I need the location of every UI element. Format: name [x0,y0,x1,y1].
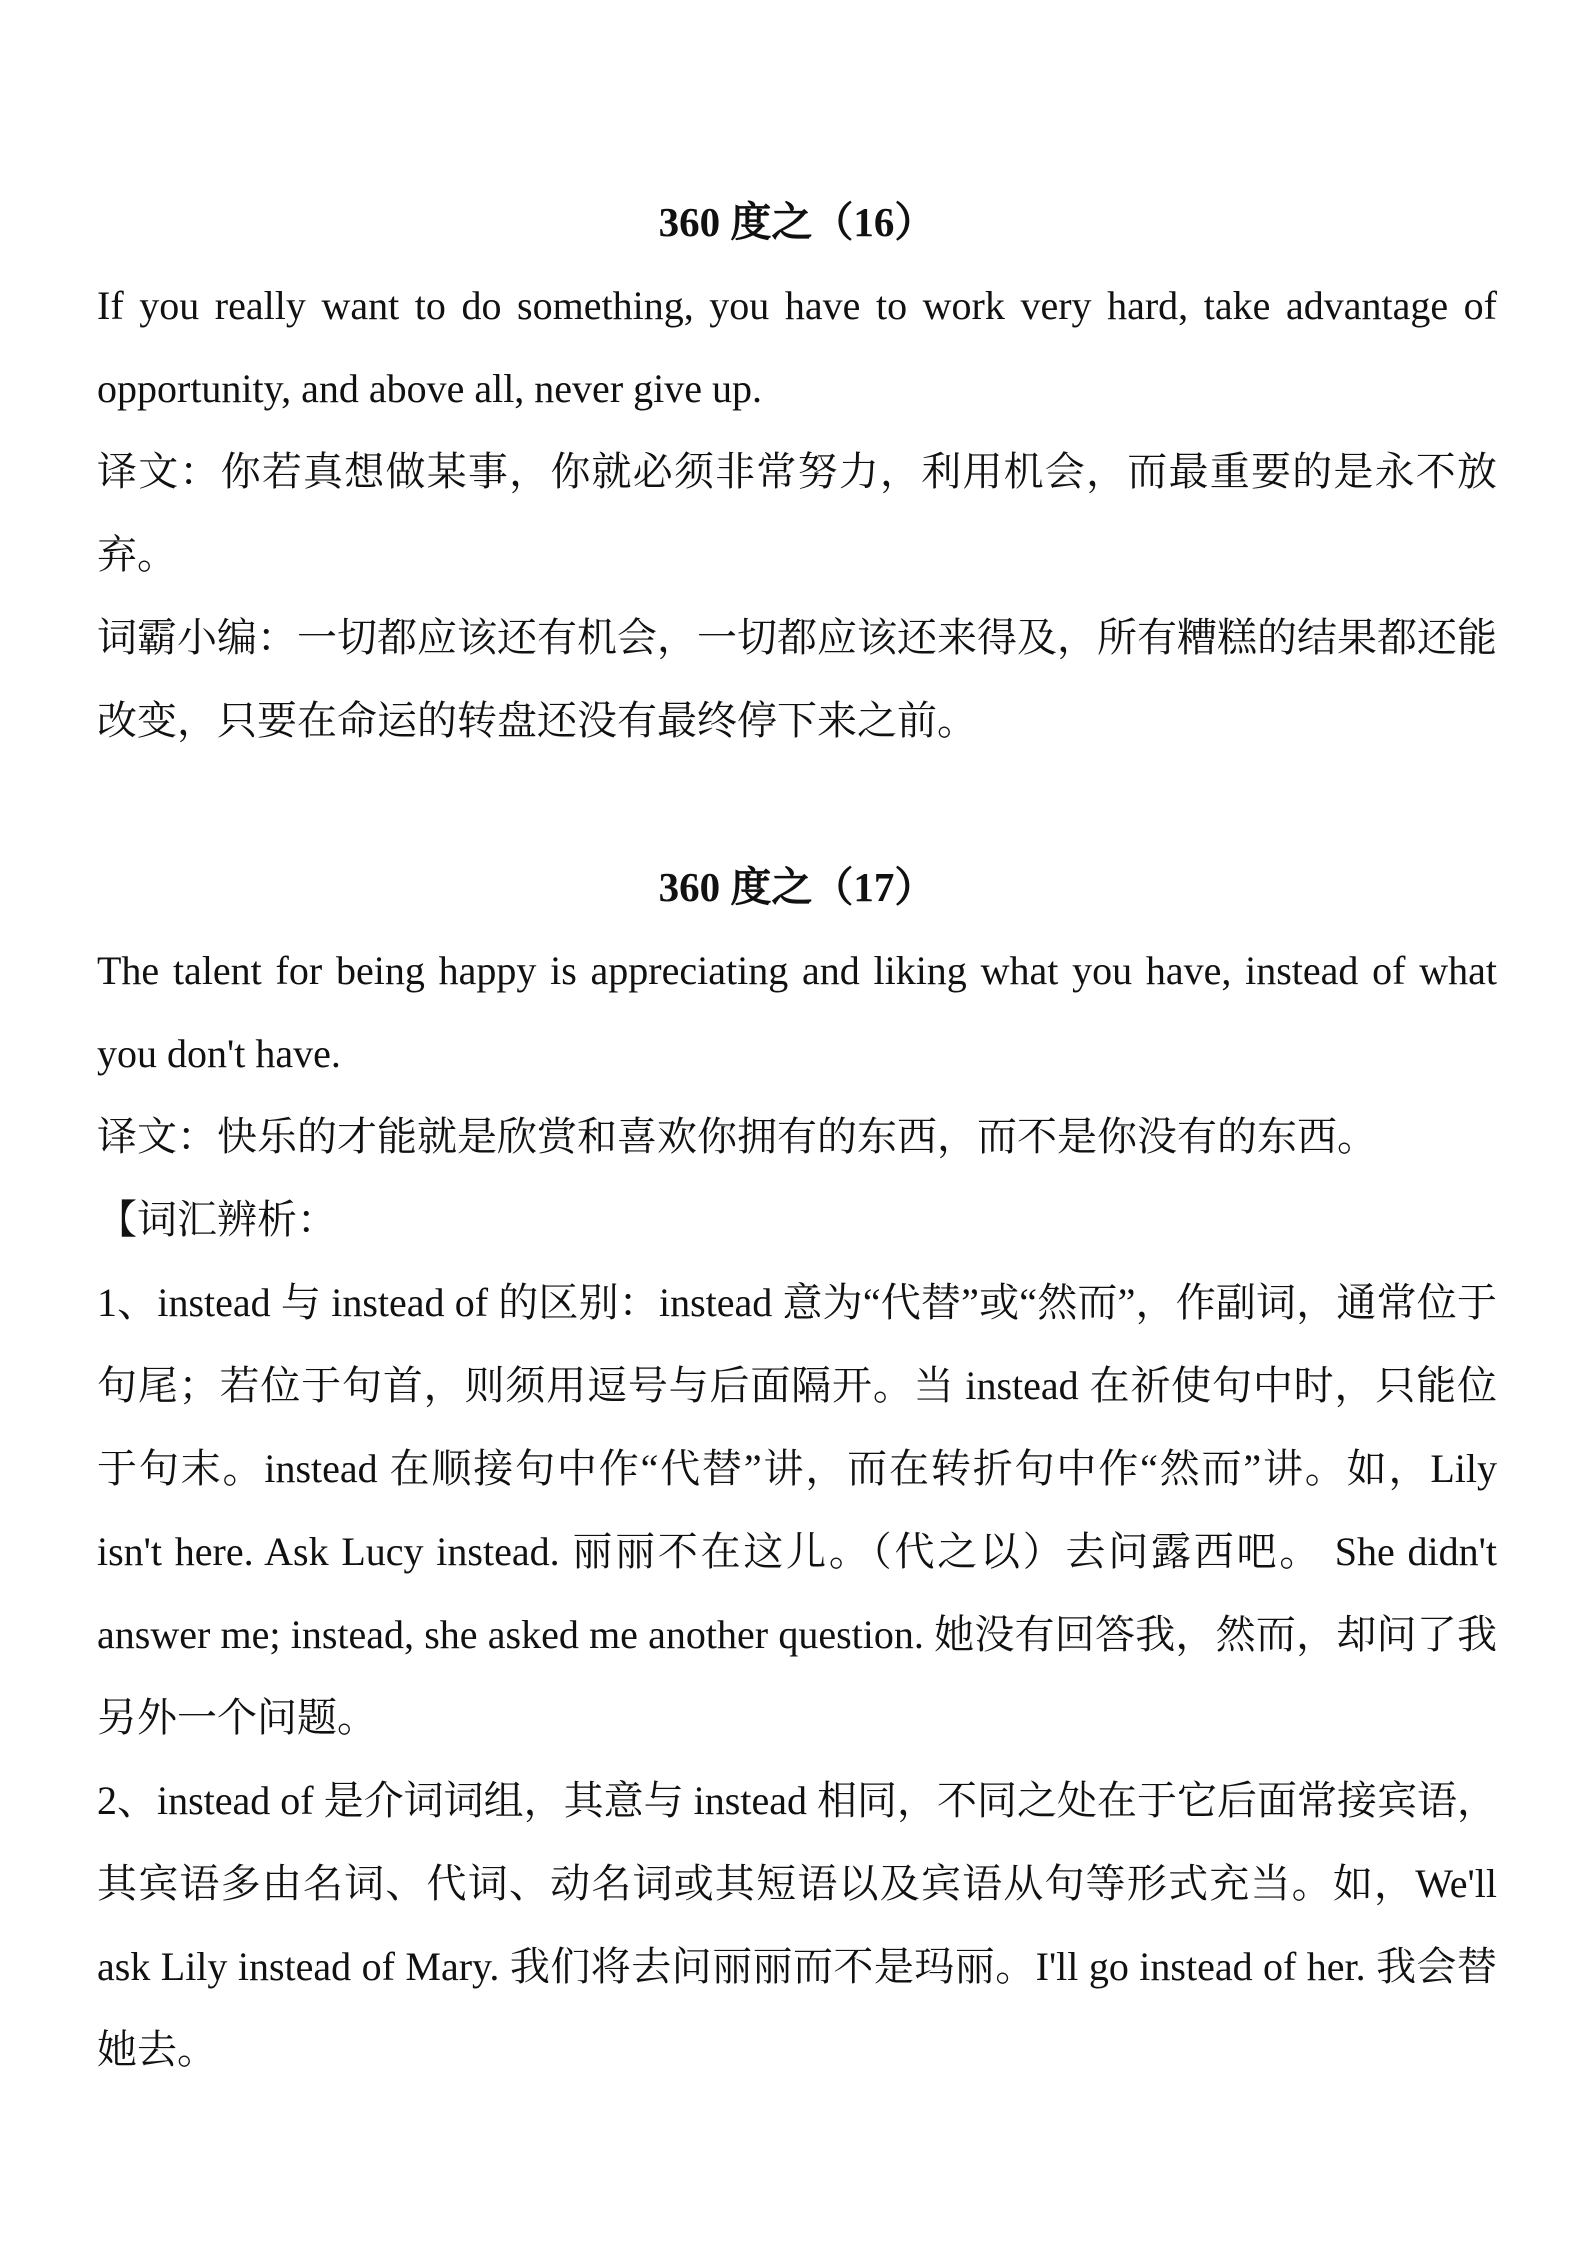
english-quote: If you really want to do something, you have to work very hard, take advantage of opportunity, and above all, never give up. [97,283,1497,411]
section-16 [97,181,1497,762]
english-quote: The talent for being happy is appreciating and liking what you have, instead of what you don't have. [97,948,1497,1076]
section-title: 360 度之（16） [658,199,936,245]
section-17 [97,846,1497,2091]
document-page [97,0,1497,2091]
section-spacer [97,762,1497,846]
translation-text: 译文：你若真想做某事，你就必须非常努力，利用机会，而最重要的是永不放弃。 [97,449,1497,577]
analysis-heading: 【词汇辨析： [97,1197,337,1242]
analysis-point-2: 2、instead of 是介词词组，其意与 instead 相同，不同之处在于它后面常接宾语，其宾语多由名词、代词、动名词或其短语以及宾语从句等形式充当。如，We'll ask Lily instead of Mary. 我们将去问丽丽而不是玛丽。I'll go instead of her. 我会替她去。 [97,1778,1497,2072]
translation-text: 译文：快乐的才能就是欣赏和喜欢你拥有的东西，而不是你没有的东西。 [97,1114,1377,1159]
analysis-point-1: 1、instead 与 instead of 的区别：instead 意为“代替”或“然而”，作副词，通常位于句尾；若位于句首，则须用逗号与后面隔开。当 instead 在祈使句中时，只能位于句末。instead 在顺接句中作“代替”讲，而在转折句中作“然而”讲。如，Lily isn't here. Ask Lucy instead. 丽丽不在这儿。（代之以）去问露西吧。 She didn't answer me; instead, she asked me another question. 她没有回答我，然而，却问了我另外一个问题。 [97,1280,1497,1740]
section-title: 360 度之（17） [658,864,936,910]
editor-note: 词霸小编：一切都应该还有机会，一切都应该还来得及，所有糟糕的结果都还能改变，只要在命运的转盘还没有最终停下来之前。 [97,615,1497,743]
